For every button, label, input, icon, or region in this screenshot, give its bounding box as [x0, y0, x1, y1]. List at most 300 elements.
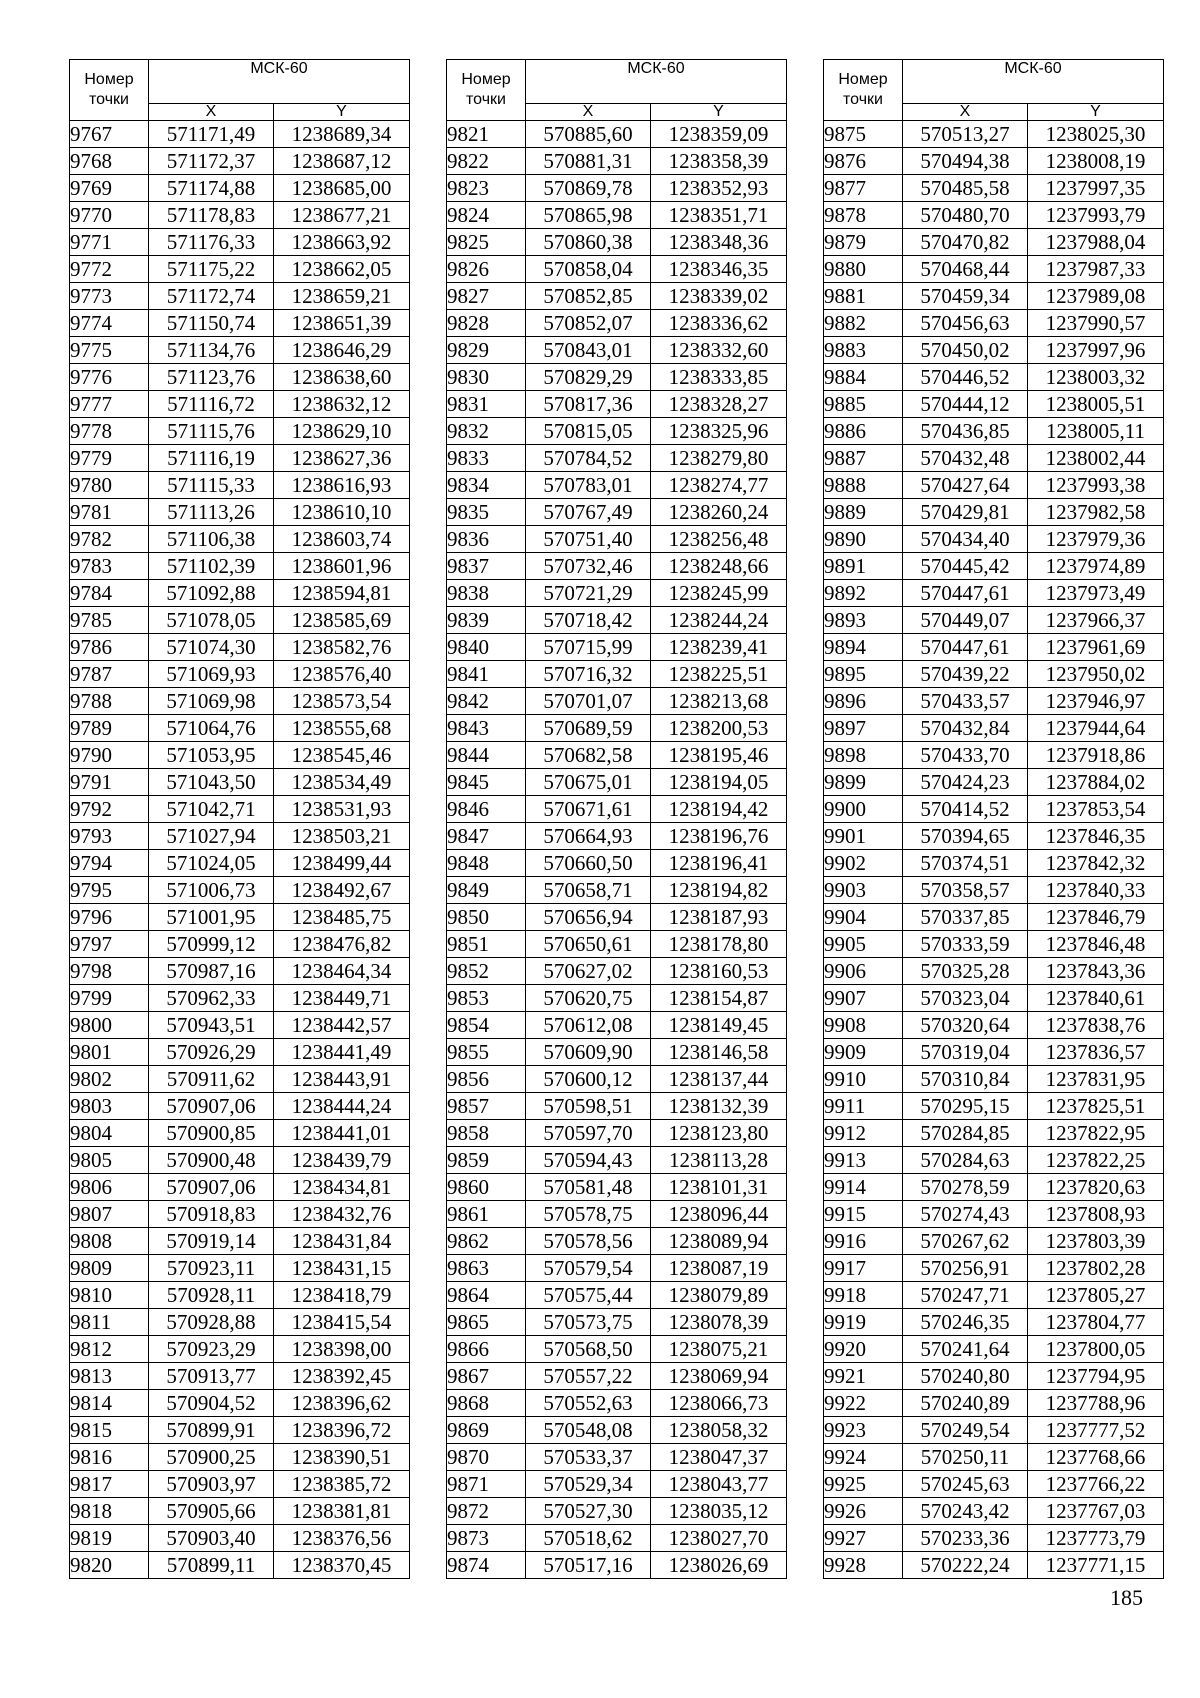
x-coordinate-cell: 570675,01 — [526, 769, 651, 796]
point-number-cell: 9856 — [447, 1066, 526, 1093]
table-row — [447, 256, 787, 283]
y-coordinate-cell: 1237988,04 — [1028, 229, 1164, 256]
x-coordinate-cell: 570256,91 — [903, 1255, 1028, 1282]
table-row — [70, 364, 410, 391]
y-coordinate-cell: 1238616,93 — [274, 472, 410, 499]
point-number-cell: 9829 — [447, 337, 526, 364]
table-body — [70, 121, 410, 1579]
x-coordinate-cell: 570900,48 — [149, 1147, 274, 1174]
table-row — [70, 256, 410, 283]
point-number-cell: 9883 — [824, 337, 903, 364]
table-row — [824, 256, 1164, 283]
table-row — [70, 1309, 410, 1336]
table-row — [824, 1039, 1164, 1066]
y-column-header: Y — [274, 104, 410, 121]
x-coordinate-cell: 570573,75 — [526, 1309, 651, 1336]
y-coordinate-cell: 1238398,00 — [274, 1336, 410, 1363]
point-number-cell: 9869 — [447, 1417, 526, 1444]
point-number-cell: 9844 — [447, 742, 526, 769]
x-coordinate-cell: 570701,07 — [526, 688, 651, 715]
y-coordinate-cell: 1238499,44 — [274, 850, 410, 877]
x-coordinate-cell: 571064,76 — [149, 715, 274, 742]
table-row — [447, 1282, 787, 1309]
x-coordinate-cell: 570233,36 — [903, 1525, 1028, 1552]
y-coordinate-cell: 1238132,39 — [651, 1093, 787, 1120]
x-coordinate-cell: 570527,30 — [526, 1498, 651, 1525]
table-row — [70, 1363, 410, 1390]
point-number-cell: 9874 — [447, 1552, 526, 1579]
table-row — [824, 769, 1164, 796]
x-coordinate-cell: 570843,01 — [526, 337, 651, 364]
table-row — [824, 715, 1164, 742]
table-row — [824, 1255, 1164, 1282]
y-coordinate-cell: 1238047,37 — [651, 1444, 787, 1471]
y-coordinate-cell: 1238359,09 — [651, 121, 787, 148]
x-coordinate-cell: 570919,14 — [149, 1228, 274, 1255]
x-coordinate-cell: 570923,11 — [149, 1255, 274, 1282]
table-row — [70, 121, 410, 148]
point-number-cell: 9898 — [824, 742, 903, 769]
table-row — [70, 1039, 410, 1066]
y-coordinate-cell: 1238385,72 — [274, 1471, 410, 1498]
x-coordinate-cell: 570620,75 — [526, 985, 651, 1012]
point-number-cell: 9907 — [824, 985, 903, 1012]
y-coordinate-cell: 1238002,44 — [1028, 445, 1164, 472]
y-coordinate-cell: 1238078,39 — [651, 1309, 787, 1336]
y-coordinate-cell: 1238066,73 — [651, 1390, 787, 1417]
point-number-cell: 9832 — [447, 418, 526, 445]
y-coordinate-cell: 1238279,80 — [651, 445, 787, 472]
y-coordinate-cell: 1238434,81 — [274, 1174, 410, 1201]
table-row — [824, 985, 1164, 1012]
point-number-cell: 9892 — [824, 580, 903, 607]
point-number-cell: 9904 — [824, 904, 903, 931]
table-row — [70, 796, 410, 823]
table-row — [70, 580, 410, 607]
point-number-cell: 9851 — [447, 931, 526, 958]
x-coordinate-cell: 570427,64 — [903, 472, 1028, 499]
y-coordinate-cell: 1237803,39 — [1028, 1228, 1164, 1255]
point-number-cell: 9846 — [447, 796, 526, 823]
x-coordinate-cell: 570450,02 — [903, 337, 1028, 364]
y-coordinate-cell: 1238336,62 — [651, 310, 787, 337]
point-number-cell: 9773 — [70, 283, 149, 310]
table-row — [70, 1471, 410, 1498]
x-coordinate-cell: 571172,37 — [149, 148, 274, 175]
y-coordinate-cell: 1238137,44 — [651, 1066, 787, 1093]
x-coordinate-cell: 570310,84 — [903, 1066, 1028, 1093]
point-number-cell: 9798 — [70, 958, 149, 985]
point-number-cell: 9840 — [447, 634, 526, 661]
x-coordinate-cell: 570459,34 — [903, 283, 1028, 310]
point-number-cell: 9782 — [70, 526, 149, 553]
x-coordinate-cell: 570424,23 — [903, 769, 1028, 796]
y-coordinate-cell: 1238035,12 — [651, 1498, 787, 1525]
table-row — [70, 445, 410, 472]
x-coordinate-cell: 571116,72 — [149, 391, 274, 418]
table-row — [447, 1039, 787, 1066]
point-number-header: Номер точки — [447, 60, 526, 121]
table-row — [447, 1336, 787, 1363]
y-coordinate-cell: 1237820,63 — [1028, 1174, 1164, 1201]
table-row — [70, 1012, 410, 1039]
point-number-cell: 9814 — [70, 1390, 149, 1417]
table-row — [824, 1498, 1164, 1525]
y-coordinate-cell: 1238260,24 — [651, 499, 787, 526]
x-coordinate-cell: 570658,71 — [526, 877, 651, 904]
point-number-cell: 9905 — [824, 931, 903, 958]
table-row — [447, 148, 787, 175]
table-row — [447, 1309, 787, 1336]
y-coordinate-cell: 1238603,74 — [274, 526, 410, 553]
x-coordinate-cell: 570274,43 — [903, 1201, 1028, 1228]
y-coordinate-cell: 1238178,80 — [651, 931, 787, 958]
point-number-cell: 9877 — [824, 175, 903, 202]
y-coordinate-cell: 1238638,60 — [274, 364, 410, 391]
y-coordinate-cell: 1237838,76 — [1028, 1012, 1164, 1039]
table-row — [824, 1147, 1164, 1174]
x-coordinate-cell: 571078,05 — [149, 607, 274, 634]
x-coordinate-cell: 570557,22 — [526, 1363, 651, 1390]
table-row — [447, 1120, 787, 1147]
table-row — [824, 580, 1164, 607]
y-coordinate-cell: 1237966,37 — [1028, 607, 1164, 634]
x-coordinate-cell: 570913,77 — [149, 1363, 274, 1390]
y-coordinate-cell: 1237808,93 — [1028, 1201, 1164, 1228]
y-coordinate-cell: 1237802,28 — [1028, 1255, 1164, 1282]
table-row — [447, 553, 787, 580]
x-coordinate-cell: 571174,88 — [149, 175, 274, 202]
point-number-cell: 9779 — [70, 445, 149, 472]
x-coordinate-cell: 570278,59 — [903, 1174, 1028, 1201]
x-coordinate-cell: 570468,44 — [903, 256, 1028, 283]
x-coordinate-cell: 570721,29 — [526, 580, 651, 607]
y-coordinate-cell: 1237843,36 — [1028, 958, 1164, 985]
table-row — [70, 472, 410, 499]
point-number-cell: 9838 — [447, 580, 526, 607]
x-coordinate-cell: 570432,84 — [903, 715, 1028, 742]
x-coordinate-cell: 571024,05 — [149, 850, 274, 877]
y-coordinate-cell: 1237990,57 — [1028, 310, 1164, 337]
point-number-cell: 9852 — [447, 958, 526, 985]
y-coordinate-cell: 1238187,93 — [651, 904, 787, 931]
table-row — [70, 1093, 410, 1120]
y-coordinate-cell: 1237961,69 — [1028, 634, 1164, 661]
point-number-cell: 9787 — [70, 661, 149, 688]
x-coordinate-cell: 571106,38 — [149, 526, 274, 553]
y-coordinate-cell: 1238005,11 — [1028, 418, 1164, 445]
table-row — [824, 823, 1164, 850]
x-coordinate-cell: 571102,39 — [149, 553, 274, 580]
x-coordinate-cell: 570445,42 — [903, 553, 1028, 580]
table-row — [447, 796, 787, 823]
coordinates-table-3 — [823, 59, 1164, 1579]
x-coordinate-cell: 570575,44 — [526, 1282, 651, 1309]
x-coordinate-cell: 570918,83 — [149, 1201, 274, 1228]
table-row — [447, 823, 787, 850]
x-coordinate-cell: 570439,22 — [903, 661, 1028, 688]
table-row — [70, 634, 410, 661]
x-coordinate-cell: 570852,85 — [526, 283, 651, 310]
table-row — [824, 283, 1164, 310]
table-row — [447, 1471, 787, 1498]
y-column-header: Y — [651, 104, 787, 121]
y-coordinate-cell: 1238651,39 — [274, 310, 410, 337]
table-row — [70, 499, 410, 526]
x-coordinate-cell: 570485,58 — [903, 175, 1028, 202]
point-number-cell: 9855 — [447, 1039, 526, 1066]
y-coordinate-cell: 1237884,02 — [1028, 769, 1164, 796]
table-row — [824, 634, 1164, 661]
table-row — [824, 1390, 1164, 1417]
y-coordinate-cell: 1238333,85 — [651, 364, 787, 391]
point-number-cell: 9848 — [447, 850, 526, 877]
point-number-header: Номер точки — [70, 60, 149, 121]
y-coordinate-cell: 1238663,92 — [274, 229, 410, 256]
x-coordinate-cell: 570594,43 — [526, 1147, 651, 1174]
table-row — [70, 661, 410, 688]
point-number-cell: 9890 — [824, 526, 903, 553]
table-row — [824, 1552, 1164, 1579]
y-coordinate-cell: 1238443,91 — [274, 1066, 410, 1093]
table-row — [824, 796, 1164, 823]
x-coordinate-cell: 570243,42 — [903, 1498, 1028, 1525]
x-coordinate-cell: 570598,51 — [526, 1093, 651, 1120]
y-coordinate-cell: 1238348,36 — [651, 229, 787, 256]
coordinates-table-2 — [446, 59, 787, 1579]
x-coordinate-cell: 570456,63 — [903, 310, 1028, 337]
table-row — [824, 931, 1164, 958]
point-number-cell: 9799 — [70, 985, 149, 1012]
y-coordinate-cell: 1238075,21 — [651, 1336, 787, 1363]
x-coordinate-cell: 570581,48 — [526, 1174, 651, 1201]
x-coordinate-cell: 570247,71 — [903, 1282, 1028, 1309]
point-number-cell: 9817 — [70, 1471, 149, 1498]
table-row — [447, 1093, 787, 1120]
table-row — [824, 553, 1164, 580]
table-row — [447, 850, 787, 877]
point-number-cell: 9835 — [447, 499, 526, 526]
y-coordinate-cell: 1238194,05 — [651, 769, 787, 796]
y-coordinate-cell: 1237846,35 — [1028, 823, 1164, 850]
table-row — [824, 1174, 1164, 1201]
table-row — [447, 877, 787, 904]
table-row — [70, 1444, 410, 1471]
point-number-cell: 9816 — [70, 1444, 149, 1471]
x-coordinate-cell: 570222,24 — [903, 1552, 1028, 1579]
table-row — [447, 958, 787, 985]
table-row — [447, 1255, 787, 1282]
table-row — [824, 445, 1164, 472]
y-coordinate-cell: 1238058,32 — [651, 1417, 787, 1444]
table-row — [824, 526, 1164, 553]
y-coordinate-cell: 1238464,34 — [274, 958, 410, 985]
y-coordinate-cell: 1238346,35 — [651, 256, 787, 283]
point-number-cell: 9796 — [70, 904, 149, 931]
table-row — [447, 1174, 787, 1201]
point-number-cell: 9873 — [447, 1525, 526, 1552]
y-coordinate-cell: 1237946,97 — [1028, 688, 1164, 715]
y-coordinate-cell: 1238444,24 — [274, 1093, 410, 1120]
point-number-cell: 9803 — [70, 1093, 149, 1120]
x-coordinate-cell: 571043,50 — [149, 769, 274, 796]
x-coordinate-cell: 570241,64 — [903, 1336, 1028, 1363]
point-number-cell: 9889 — [824, 499, 903, 526]
x-coordinate-cell: 570548,08 — [526, 1417, 651, 1444]
y-coordinate-cell: 1237805,27 — [1028, 1282, 1164, 1309]
table-row — [447, 931, 787, 958]
point-number-cell: 9914 — [824, 1174, 903, 1201]
x-coordinate-cell: 570374,51 — [903, 850, 1028, 877]
point-number-cell: 9872 — [447, 1498, 526, 1525]
y-coordinate-cell: 1238392,45 — [274, 1363, 410, 1390]
point-number-cell: 9881 — [824, 283, 903, 310]
table-row — [447, 1525, 787, 1552]
y-coordinate-cell: 1237768,66 — [1028, 1444, 1164, 1471]
y-coordinate-cell: 1238503,21 — [274, 823, 410, 850]
point-number-cell: 9830 — [447, 364, 526, 391]
coordinate-system-header: МСК-60 — [526, 60, 787, 104]
x-coordinate-cell: 570609,90 — [526, 1039, 651, 1066]
point-number-cell: 9842 — [447, 688, 526, 715]
coordinate-system-header: МСК-60 — [149, 60, 410, 104]
point-number-cell: 9882 — [824, 310, 903, 337]
x-coordinate-cell: 570904,52 — [149, 1390, 274, 1417]
table-row — [447, 1363, 787, 1390]
x-coordinate-cell: 570533,37 — [526, 1444, 651, 1471]
point-number-cell: 9849 — [447, 877, 526, 904]
y-coordinate-cell: 1238196,41 — [651, 850, 787, 877]
table-row — [70, 607, 410, 634]
point-number-cell: 9825 — [447, 229, 526, 256]
y-coordinate-cell: 1238101,31 — [651, 1174, 787, 1201]
y-coordinate-cell: 1238370,45 — [274, 1552, 410, 1579]
point-number-cell: 9921 — [824, 1363, 903, 1390]
point-number-cell: 9916 — [824, 1228, 903, 1255]
y-coordinate-cell: 1237846,79 — [1028, 904, 1164, 931]
table-row — [447, 1147, 787, 1174]
y-coordinate-cell: 1238194,82 — [651, 877, 787, 904]
point-number-cell: 9792 — [70, 796, 149, 823]
y-coordinate-cell: 1237794,95 — [1028, 1363, 1164, 1390]
x-column-header: X — [149, 104, 274, 121]
page-number: 185 — [1110, 1585, 1143, 1610]
x-coordinate-cell: 570903,97 — [149, 1471, 274, 1498]
point-number-cell: 9780 — [70, 472, 149, 499]
table-row — [447, 202, 787, 229]
y-coordinate-cell: 1238585,69 — [274, 607, 410, 634]
table-row — [824, 1120, 1164, 1147]
y-coordinate-cell: 1238325,96 — [651, 418, 787, 445]
y-coordinate-cell: 1238244,24 — [651, 607, 787, 634]
y-coordinate-cell: 1237989,08 — [1028, 283, 1164, 310]
y-coordinate-cell: 1238439,79 — [274, 1147, 410, 1174]
y-coordinate-cell: 1237973,49 — [1028, 580, 1164, 607]
y-coordinate-cell: 1238685,00 — [274, 175, 410, 202]
x-coordinate-cell: 570518,62 — [526, 1525, 651, 1552]
table-row — [70, 310, 410, 337]
point-number-cell: 9841 — [447, 661, 526, 688]
x-coordinate-cell: 570433,57 — [903, 688, 1028, 715]
table-row — [70, 337, 410, 364]
y-coordinate-cell: 1238160,53 — [651, 958, 787, 985]
y-coordinate-cell: 1238256,48 — [651, 526, 787, 553]
x-coordinate-cell: 570900,85 — [149, 1120, 274, 1147]
point-number-cell: 9768 — [70, 148, 149, 175]
y-coordinate-cell: 1237842,32 — [1028, 850, 1164, 877]
point-number-cell: 9893 — [824, 607, 903, 634]
x-coordinate-cell: 570245,63 — [903, 1471, 1028, 1498]
point-number-cell: 9879 — [824, 229, 903, 256]
x-coordinate-cell: 570671,61 — [526, 796, 651, 823]
table-row — [70, 1417, 410, 1444]
x-coordinate-cell: 570578,56 — [526, 1228, 651, 1255]
y-coordinate-cell: 1238441,01 — [274, 1120, 410, 1147]
y-coordinate-cell: 1238248,66 — [651, 553, 787, 580]
y-coordinate-cell: 1238025,30 — [1028, 121, 1164, 148]
point-number-cell: 9788 — [70, 688, 149, 715]
y-coordinate-cell: 1238576,40 — [274, 661, 410, 688]
x-coordinate-cell: 570899,91 — [149, 1417, 274, 1444]
y-coordinate-cell: 1238390,51 — [274, 1444, 410, 1471]
y-coordinate-cell: 1238449,71 — [274, 985, 410, 1012]
table-row — [824, 175, 1164, 202]
table-row — [70, 148, 410, 175]
point-number-cell: 9831 — [447, 391, 526, 418]
table-row — [824, 1066, 1164, 1093]
table-row — [70, 1282, 410, 1309]
y-coordinate-cell: 1238239,41 — [651, 634, 787, 661]
y-coordinate-cell: 1238689,34 — [274, 121, 410, 148]
y-coordinate-cell: 1238332,60 — [651, 337, 787, 364]
point-number-cell: 9820 — [70, 1552, 149, 1579]
x-coordinate-cell: 571074,30 — [149, 634, 274, 661]
point-number-cell: 9878 — [824, 202, 903, 229]
x-coordinate-cell: 570429,81 — [903, 499, 1028, 526]
table-row — [70, 1552, 410, 1579]
y-coordinate-cell: 1238687,12 — [274, 148, 410, 175]
y-coordinate-cell: 1237766,22 — [1028, 1471, 1164, 1498]
x-coordinate-cell: 570449,07 — [903, 607, 1028, 634]
table-row — [70, 175, 410, 202]
table-body — [824, 121, 1164, 1579]
point-number-cell: 9850 — [447, 904, 526, 931]
table-row — [824, 877, 1164, 904]
y-coordinate-cell: 1238646,29 — [274, 337, 410, 364]
point-number-cell: 9886 — [824, 418, 903, 445]
point-number-cell: 9925 — [824, 1471, 903, 1498]
x-coordinate-cell: 570869,78 — [526, 175, 651, 202]
table-row — [70, 688, 410, 715]
y-coordinate-cell: 1237777,52 — [1028, 1417, 1164, 1444]
point-number-cell: 9786 — [70, 634, 149, 661]
x-coordinate-cell: 570783,01 — [526, 472, 651, 499]
point-number-cell: 9821 — [447, 121, 526, 148]
x-coordinate-cell: 570433,70 — [903, 742, 1028, 769]
coordinates-table-1 — [69, 59, 410, 1579]
x-coordinate-cell: 570928,88 — [149, 1309, 274, 1336]
point-number-cell: 9863 — [447, 1255, 526, 1282]
point-number-cell: 9857 — [447, 1093, 526, 1120]
point-number-cell: 9924 — [824, 1444, 903, 1471]
point-number-cell: 9891 — [824, 553, 903, 580]
y-coordinate-cell: 1238415,54 — [274, 1309, 410, 1336]
x-coordinate-cell: 571134,76 — [149, 337, 274, 364]
point-number-cell: 9895 — [824, 661, 903, 688]
point-number-cell: 9770 — [70, 202, 149, 229]
table-row — [70, 769, 410, 796]
table-row — [447, 634, 787, 661]
